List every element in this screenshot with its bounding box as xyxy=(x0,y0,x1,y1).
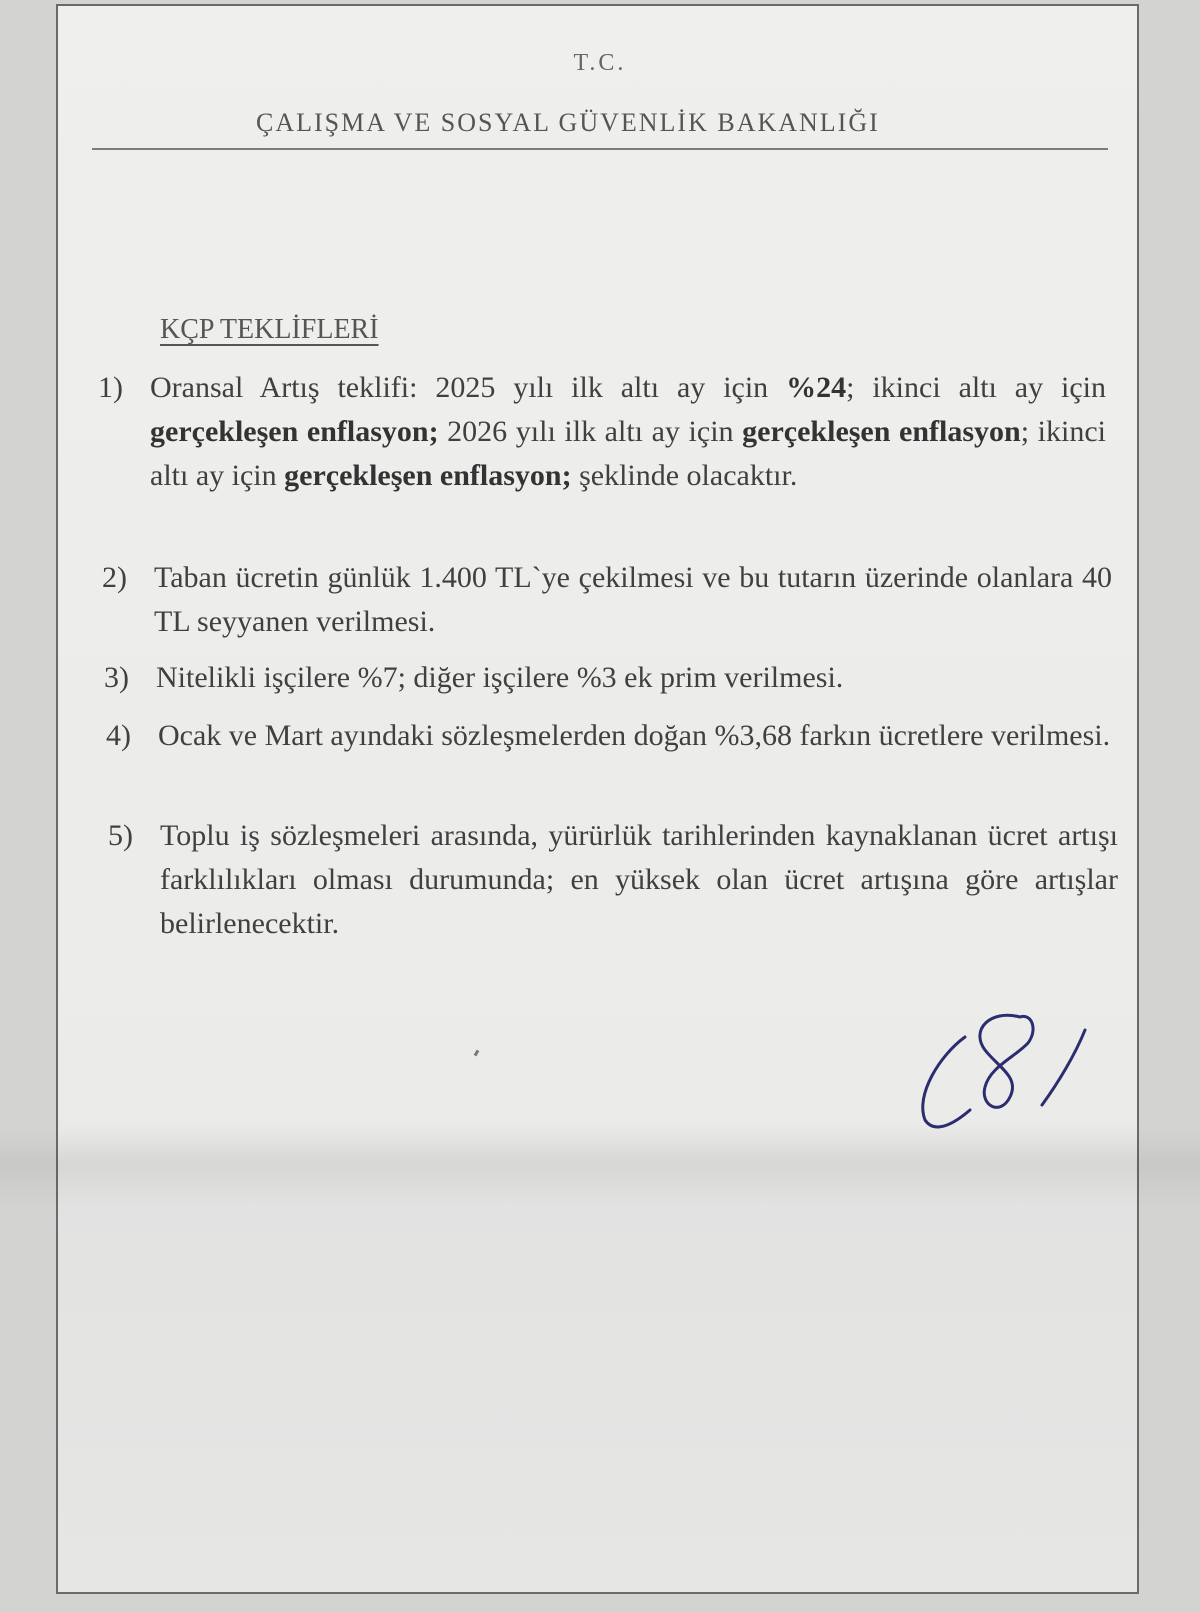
emphasis-text: gerçekleşen enflasyon; xyxy=(150,415,439,448)
item-text xyxy=(150,366,1106,498)
text-part: Oransal Artış teklifi: 2025 yılı ilk altı ay için xyxy=(150,371,787,404)
document-sheet xyxy=(56,4,1139,1594)
item-number: 5) xyxy=(108,819,133,852)
item-number: 2) xyxy=(102,561,127,594)
handwritten-annotation xyxy=(910,1005,1120,1155)
text-part: ; ikinci altı ay için xyxy=(150,415,1107,492)
document-heading: KÇP TEKLİFLERİ xyxy=(160,314,379,345)
text-part: 2026 yılı ilk altı ay için xyxy=(438,415,743,448)
item-text: Toplu iş sözleşmeleri arasında, yürürlük tarihlerinden kaynaklanan ücret artışı farklılıkları olması durumunda; en yüksek olan ücret artışına göre artışlar belirlenecektir. xyxy=(160,819,1118,940)
emphasis-text: %24 xyxy=(786,371,847,404)
emphasis-text: gerçekleşen enflasyon xyxy=(742,415,1021,448)
ministry-header: ÇALIŞMA VE SOSYAL GÜVENLİK BAKANLIĞI xyxy=(256,108,880,137)
item-text: Ocak ve Mart ayındaki sözleşmelerden doğan %3,68 farkın ücretlere verilmesi. xyxy=(158,719,1111,752)
item-number: 3) xyxy=(104,661,129,694)
item-number: 1) xyxy=(98,371,123,404)
item-number: 4) xyxy=(106,719,131,752)
item-text: Nitelikli işçilere %7; diğer işçilere %3 ek prim verilmesi. xyxy=(156,661,844,694)
header-rule xyxy=(92,148,1108,150)
text-part: şeklinde olacaktır. xyxy=(571,459,798,492)
item-text: Taban ücretin günlük 1.400 TL`ye çekilmesi ve bu tutarın üzerinde olanlara 40 TL seyyanen verilmesi. xyxy=(154,561,1112,638)
emphasis-text: gerçekleşen enflasyon; xyxy=(284,459,572,492)
text-part: ; ikinci altı ay için xyxy=(846,371,1107,404)
country-header: T.C. xyxy=(573,50,627,76)
